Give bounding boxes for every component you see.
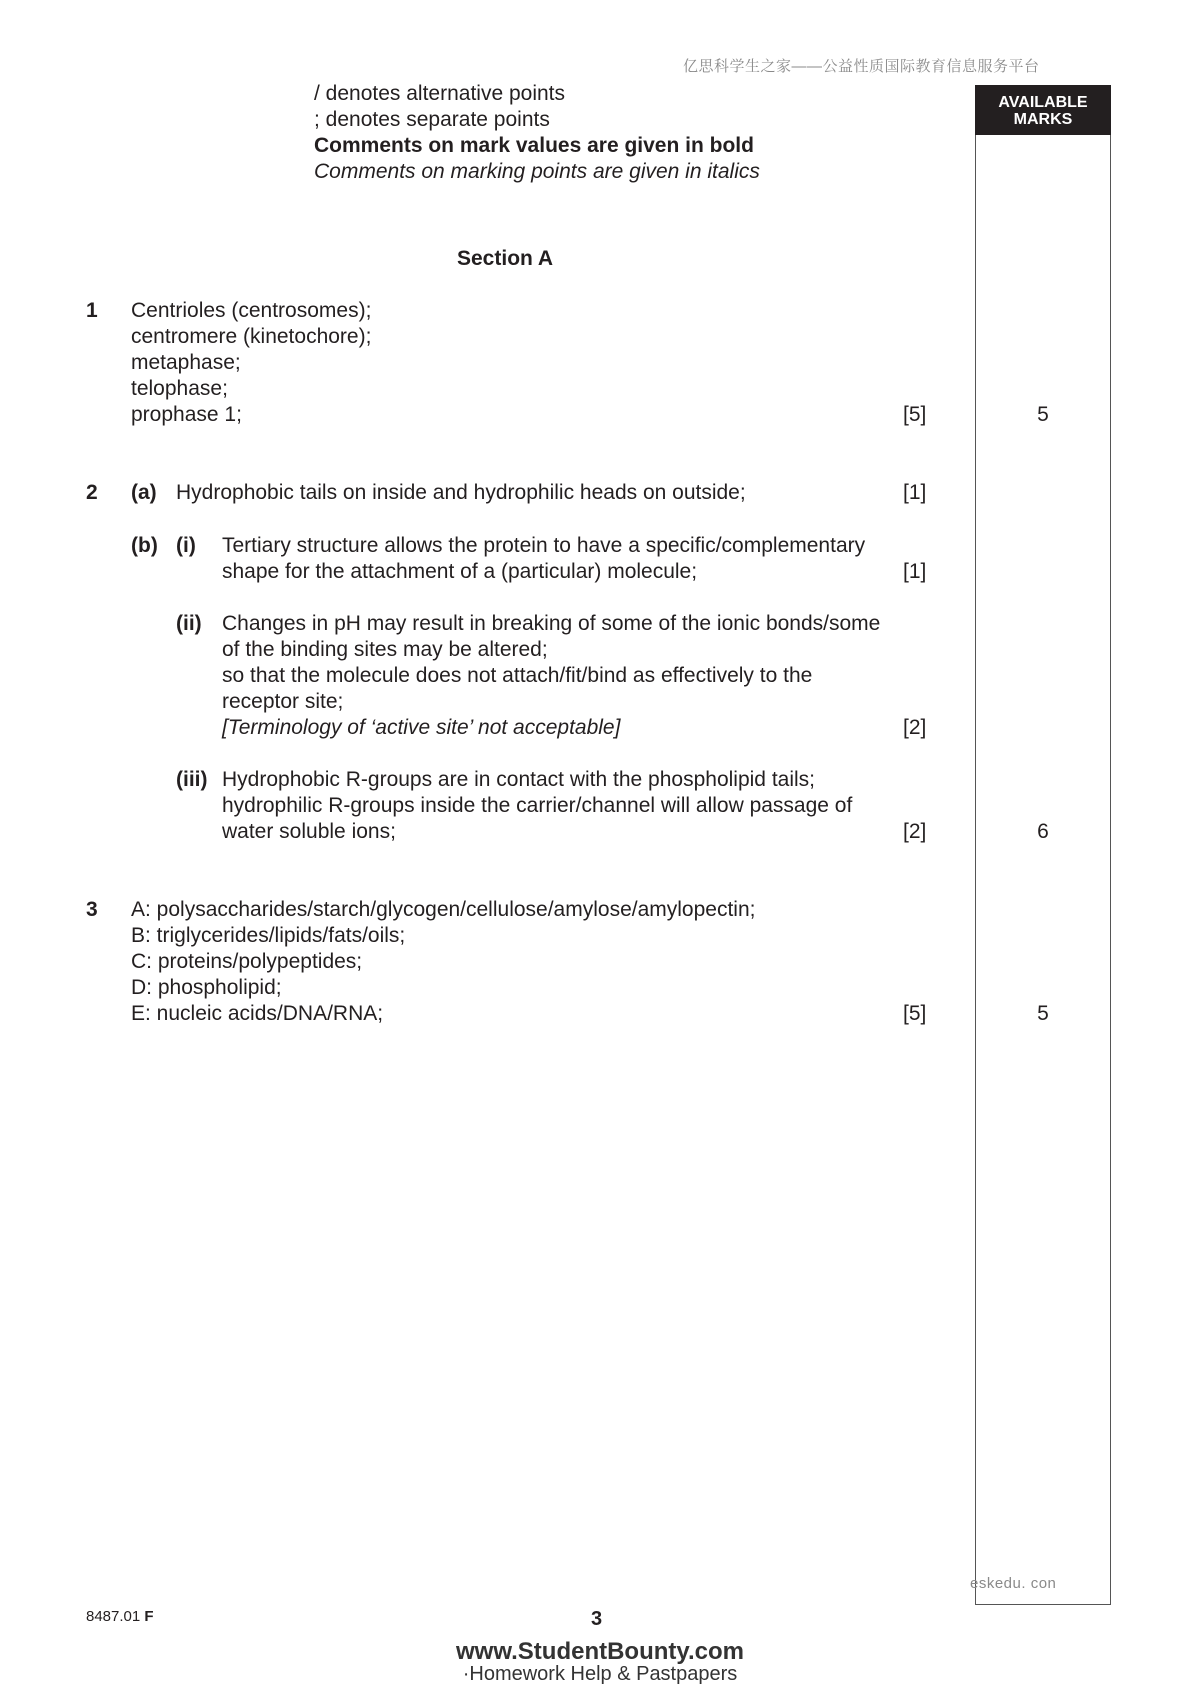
q1-available-mark: 5 — [1037, 403, 1049, 426]
q2bii-mark: [2] — [903, 716, 927, 739]
q3-line: D: phospholipid; — [131, 976, 282, 999]
q3-number: 3 — [86, 898, 98, 921]
q2a-label: (a) — [131, 481, 157, 504]
q2bii-line: receptor site; — [222, 690, 344, 713]
q2b-label: (b) — [131, 534, 158, 557]
q2a-text: Hydrophobic tails on inside and hydrophilic heads on outside; — [176, 481, 746, 504]
q3-line: E: nucleic acids/DNA/RNA; — [131, 1002, 384, 1025]
available-marks-column — [975, 85, 1111, 1605]
q1-line: telophase; — [131, 377, 228, 400]
q1-line: metaphase; — [131, 351, 241, 374]
q2biii-mark: [2] — [903, 820, 927, 843]
legend-italic-note: Comments on marking points are given in italics — [314, 160, 760, 183]
q3-line: C: proteins/polypeptides; — [131, 950, 363, 973]
paper-code-suffix: F — [144, 1608, 154, 1625]
q1-number: 1 — [86, 299, 98, 322]
section-title: Section A — [457, 247, 554, 270]
q2bi-label: (i) — [176, 534, 196, 557]
q3-line: A: polysaccharides/starch/glycogen/cellulose/amylose/amylopectin; — [131, 898, 756, 921]
paper-code — [86, 1608, 154, 1625]
q2bi-line: shape for the attachment of a (particular) molecule; — [222, 560, 698, 583]
q3-mark: [5] — [903, 1002, 927, 1025]
bottom-watermark: eskedu. con — [970, 1575, 1057, 1592]
q1-line: centromere (kinetochore); — [131, 325, 372, 348]
q2biii-line: Hydrophobic R-groups are in contact with the phospholipid tails; — [222, 768, 815, 791]
q2bii-italic-note: [Terminology of ‘active site’ not acceptable] — [222, 716, 621, 739]
q1-line: Centrioles (centrosomes); — [131, 299, 372, 322]
legend-separate: ; denotes separate points — [314, 108, 550, 131]
legend-alternative: / denotes alternative points — [314, 82, 565, 105]
q3-available-mark: 5 — [1037, 1002, 1049, 1025]
q2bii-label: (ii) — [176, 612, 202, 635]
studentbounty-brand — [440, 1640, 760, 1684]
page-number: 3 — [591, 1608, 603, 1630]
brand-tagline: ·Homework Help & Pastpapers — [462, 1663, 738, 1685]
q2biii-line: hydrophilic R-groups inside the carrier/channel will allow passage of — [222, 794, 853, 817]
q2-available-mark: 6 — [1037, 820, 1049, 843]
q3-line: B: triglycerides/lipids/fats/oils; — [131, 924, 406, 947]
q2bi-mark: [1] — [903, 560, 927, 583]
q2bii-line: Changes in pH may result in breaking of some of the ionic bonds/some — [222, 612, 881, 635]
top-watermark: 亿思科学生之家——公益性质国际教育信息服务平台 — [683, 58, 1040, 75]
q2bii-line: so that the molecule does not attach/fit/bind as effectively to the — [222, 664, 813, 687]
q2biii-label: (iii) — [176, 768, 208, 791]
q2bi-line: Tertiary structure allows the protein to have a specific/complementary — [222, 534, 866, 557]
marks-header-line2: MARKS — [1013, 111, 1073, 128]
paper-code-number: 8487.01 — [86, 1608, 141, 1625]
q2bii-line: of the binding sites may be altered; — [222, 638, 548, 661]
brand-url: www.StudentBounty.com — [456, 1638, 744, 1665]
q1-mark: [5] — [903, 403, 927, 426]
legend-bold-note: Comments on mark values are given in bold — [314, 134, 754, 157]
q2biii-line: water soluble ions; — [222, 820, 396, 843]
q2a-mark: [1] — [903, 481, 927, 504]
q2-number: 2 — [86, 481, 98, 504]
q1-line: prophase 1; — [131, 403, 242, 426]
marks-header-line1: AVAILABLE — [998, 94, 1088, 111]
available-marks-header — [975, 85, 1111, 135]
